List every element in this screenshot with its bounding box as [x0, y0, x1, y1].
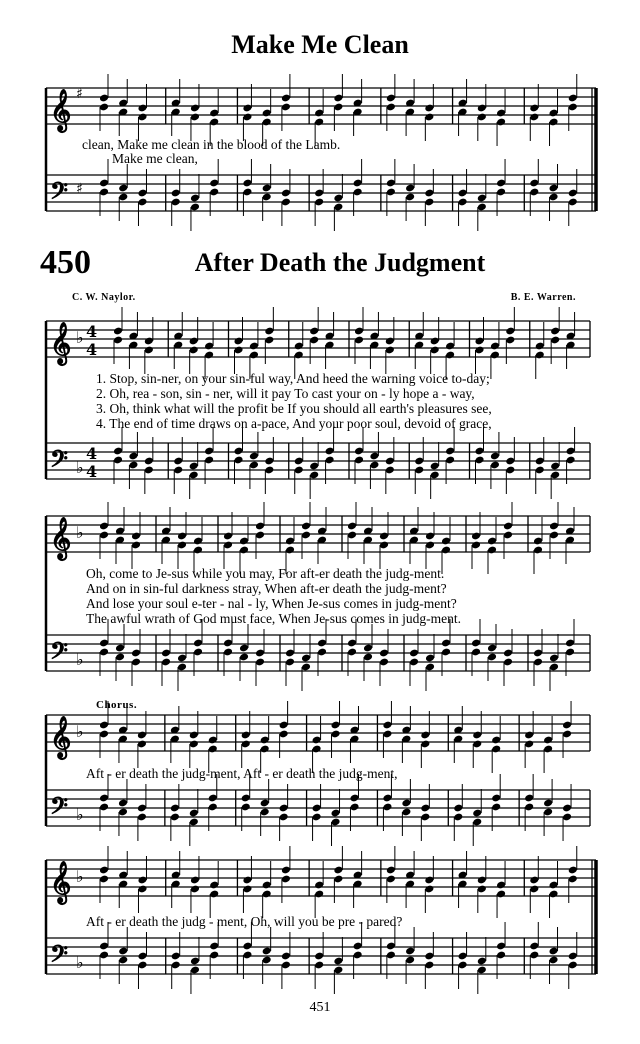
treble-clef-icon: 𝄞 — [50, 716, 72, 758]
flat-icon: ♭ — [76, 953, 84, 972]
treble-clef-icon: 𝄞 — [50, 322, 72, 364]
top-hymn-lyric: clean, Make me clean in the blood of the Lamb. — [82, 137, 341, 152]
sharp-icon: ♯ — [76, 86, 83, 102]
hymn-composer: B. E. Warren. — [510, 292, 576, 303]
verse-1-line-1: 1. Stop, sin-ner, on your sin-ful way, And heed the warning voice to-day; — [96, 371, 490, 386]
verse-1-line-2: Oh, come to Je-sus while you may, For aft-er death the judg-ment. — [86, 566, 445, 581]
flat-icon: ♭ — [76, 805, 84, 824]
verse-3-line-1: 3. Oh, think what will the profit be If you should all earth's pleasures see, — [96, 401, 492, 416]
verse-2-line-1: 2. Oh, rea - son, sin - ner, will it pay To cast your on - ly hope a - way, — [96, 386, 475, 401]
verse-2-line-2: And on in sin-ful darkness stray, When aft-er death the judg-ment? — [86, 581, 447, 596]
time-signature: 4 — [86, 462, 98, 481]
verse-3-line-2: And lose your soul e-ter - nal - ly, When Je-sus comes in judg-ment? — [86, 596, 457, 611]
chorus-label: Chorus. — [96, 699, 138, 711]
bass-clef-icon: 𝄢 — [50, 637, 69, 670]
treble-clef-icon: 𝄞 — [50, 517, 72, 559]
bass-clef-icon: 𝄢 — [50, 792, 69, 825]
flat-icon: ♭ — [76, 328, 84, 347]
time-signature: 4 — [86, 340, 98, 359]
bass-clef-icon: 𝄢 — [50, 177, 69, 210]
treble-clef-icon: 𝄞 — [50, 861, 72, 903]
verse-4-line-1: 4. The end of time draws on a-pace, And your poor soul, devoid of grace, — [96, 416, 492, 431]
flat-icon: ♭ — [76, 458, 84, 477]
chorus-lyric-1: Aft - er death the judg-ment, Aft - er death the judg-ment, — [86, 766, 398, 781]
top-hymn-title: Make Me Clean — [231, 30, 409, 59]
time-signature: 4 — [86, 444, 98, 463]
sharp-icon: ♯ — [76, 181, 83, 197]
bass-clef-icon: 𝄢 — [50, 445, 69, 478]
bass-clef-icon: 𝄢 — [50, 940, 69, 973]
treble-clef-icon: 𝄞 — [50, 89, 72, 131]
flat-icon: ♭ — [76, 523, 84, 542]
time-signature: 4 — [86, 322, 98, 341]
top-hymn-lyric-sub: Make me clean, — [112, 151, 198, 166]
flat-icon: ♭ — [76, 867, 84, 886]
chorus-lyric-2: Aft - er death the judg - ment, Oh, will you be pre - pared? — [86, 914, 403, 929]
hymn-number: 450 — [40, 244, 91, 281]
hymn-title: After Death the Judgment — [194, 248, 486, 277]
flat-icon: ♭ — [76, 650, 84, 669]
page-number: 451 — [309, 1000, 331, 1015]
flat-icon: ♭ — [76, 722, 84, 741]
hymn-author: C. W. Naylor. — [72, 292, 136, 303]
verse-4-line-2: The awful wrath of God must face, When Je-sus comes in judg-ment. — [86, 611, 462, 626]
